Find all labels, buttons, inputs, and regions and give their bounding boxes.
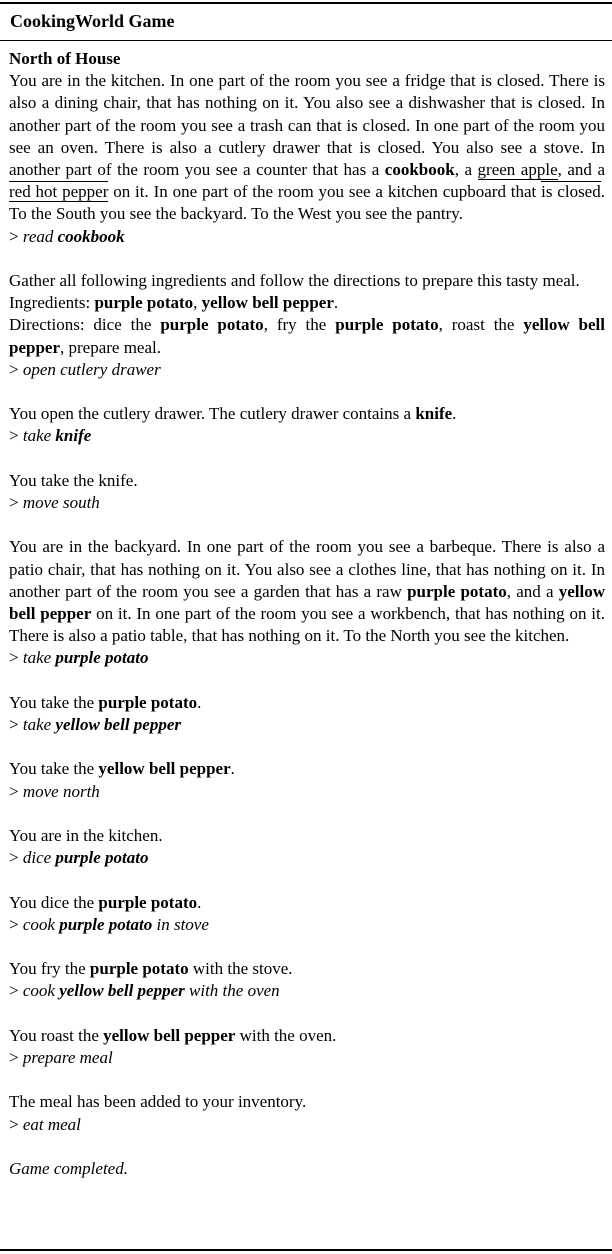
response-take-knife: You take the knife.: [9, 470, 138, 490]
backyard-description: You are in the backyard. In one part of the room you see a barbeque. There is also a patio chair, that has nothing on it. You also see a clothes line, that has nothing on it. In another part of the room you see a garden that has a raw purple potato, and a yellow bell pepper on it. In one part of the room you see a workbench, that has nothing on it. There is also a patio table, that has nothing on it. To the North you see the kitchen.: [9, 537, 606, 646]
command-read-cookbook: > read cookbook: [9, 226, 125, 246]
item-red-hot-pepper: red hot pepper: [9, 182, 109, 202]
game-completed-message: Game completed.: [9, 1158, 128, 1178]
command-dice-purple-potato: > dice purple potato: [9, 848, 149, 868]
response-take-purple-potato: You take the purple potato.: [9, 692, 202, 712]
item-cookbook: cookbook: [384, 160, 455, 180]
command-open-cutlery-drawer: > open cutlery drawer: [9, 359, 161, 379]
response-meal-added: The meal has been added to your inventory.: [9, 1092, 307, 1112]
command-eat-meal: > eat meal: [9, 1114, 81, 1134]
command-move-north: > move north: [9, 781, 100, 801]
command-prepare-meal: > prepare meal: [9, 1047, 113, 1067]
command-take-knife: > take knife: [9, 426, 92, 446]
response-dice: You dice the purple potato.: [9, 892, 202, 912]
command-move-south: > move south: [9, 493, 100, 513]
game-title: CookingWorld Game: [10, 11, 175, 31]
command-cook-pepper-oven: > cook yellow bell pepper with the oven: [9, 981, 280, 1001]
bottom-rule: [0, 1249, 612, 1251]
transcript: [9, 48, 605, 1180]
command-take-purple-potato: > take purple potato: [9, 648, 149, 668]
response-open-drawer: You open the cutlery drawer. The cutlery drawer contains a knife.: [9, 404, 457, 424]
header-rule: [0, 40, 612, 41]
kitchen-description: You are in the kitchen. In one part of the room you see a fridge that is closed. There is also a dining chair, that has nothing on it. You also see a dishwasher that is closed. In another part of the room you see a trash can that is closed. In one part of the room you see an oven. There is also a cutlery drawer that is closed. You also see a stove. In another part of the room you see a counter that has a cookbook, a green apple, and a red hot pepper on it. In one part of the room you see a kitchen cupboard that is closed. To the South you see the backyard. To the West you see the pantry.: [9, 71, 605, 224]
location-heading: North of House: [9, 49, 121, 68]
response-roast: You roast the yellow bell pepper with the oven.: [9, 1025, 337, 1045]
response-take-yellow-bell-pepper: You take the yellow bell pepper.: [9, 759, 235, 779]
closed-phrase: is closed: [541, 182, 601, 202]
recipe-ingredients: Ingredients: purple potato, yellow bell pepper.: [9, 293, 339, 313]
command-cook-potato-stove: > cook purple potato in stove: [9, 914, 209, 934]
item-green-apple: green apple: [477, 160, 558, 180]
command-take-yellow-bell-pepper: > take yellow bell pepper: [9, 715, 181, 735]
recipe-directions: Directions: dice the purple potato, fry the purple potato, roast the yellow bell pepper, prepare meal.: [9, 315, 605, 357]
response-in-kitchen: You are in the kitchen.: [9, 826, 163, 845]
recipe-intro: Gather all following ingredients and follow the directions to prepare this tasty meal.: [9, 271, 580, 291]
response-fry: You fry the purple potato with the stove.: [9, 959, 293, 979]
top-rule: [0, 2, 612, 4]
